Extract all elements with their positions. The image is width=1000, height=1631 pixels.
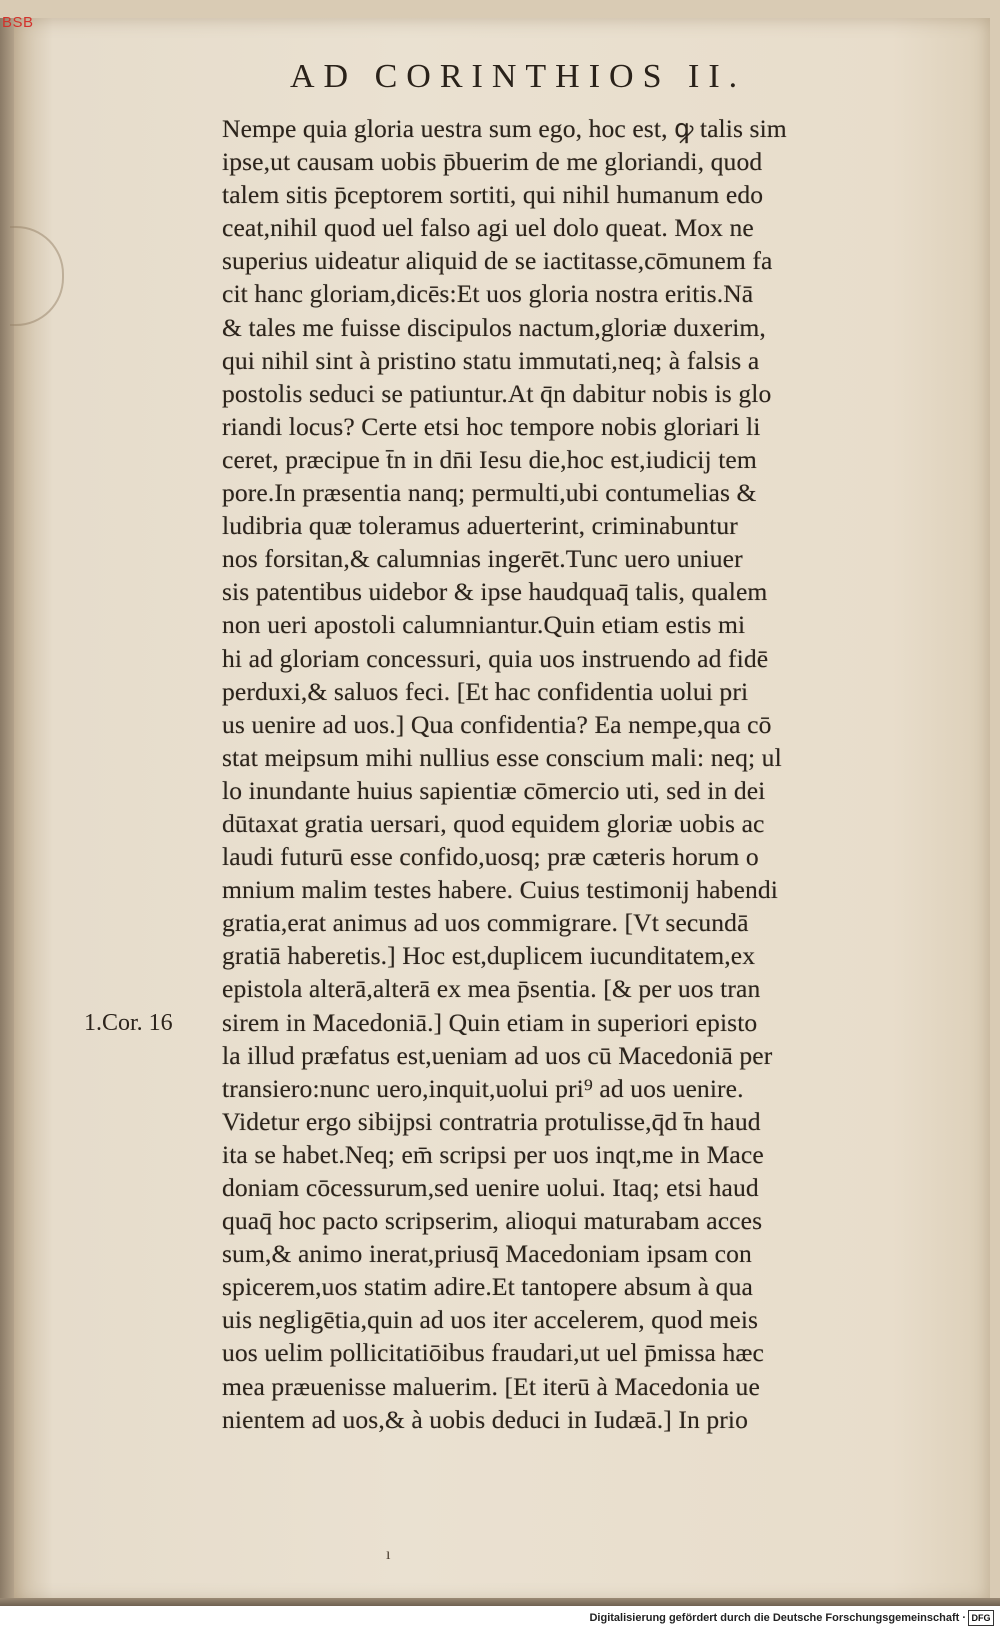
text-line: ludibria quæ toleramus aduerterint, criminabuntur (222, 511, 738, 541)
text-line: pore.In præsentia nanq; permulti,ubi contumelias & (222, 478, 757, 508)
text-line: doniam cōcessurum,sed uenire uolui. Itaq; etsi haud (222, 1173, 759, 1202)
body-text (222, 112, 922, 1436)
text-line: uis negligētia,quin ad uos iter accelerem, quod meis (222, 1305, 759, 1335)
text-line: talem sitis p̄ceptorem sortiti, qui nihil humanum edo (222, 180, 764, 210)
dfg-logo: DFG (968, 1610, 994, 1626)
text-line: cit hanc gloriam,dicēs:Et uos gloria nostra eritis.Nā (222, 279, 754, 309)
margin-note: 1.Cor. 16 (84, 1010, 173, 1036)
text-line: quaq̄ hoc pacto scripserim, alioqui maturabam acces (222, 1206, 763, 1236)
text-line: uos uelim pollicitatiōibus fraudari,ut uel p̄missa hæc (222, 1338, 764, 1368)
page-bottom-edge (0, 1598, 1000, 1606)
text-line: superius uideatur aliquid de se iactitasse,cōmunem fa (222, 246, 773, 276)
footer-credit: Digitalisierung gefördert durch die Deutsche Forschungsgemeinschaft · (589, 1612, 966, 1624)
text-line: spicerem,uos statim adire.Et tantopere absum à qua (222, 1272, 753, 1302)
text-line: gratia,erat animus ad uos commigrare. [Vt secundā (222, 908, 749, 938)
text-line: postolis seduci se patiuntur.At q̄n dabitur nobis is glo (222, 378, 772, 408)
text-line: sis patentibus uidebor & ipse haudquaq̄ talis, qualem (222, 577, 768, 607)
text-line: laudi futurū esse confido,uosq; præ cæteris horum o (222, 842, 759, 872)
text-line: riandi locus? Certe etsi hoc tempore nobis gloriari li (222, 411, 761, 441)
text-line: ceret, præcipue t̄n in dn̄i Iesu die,hoc est,iudicij tem (222, 444, 757, 474)
text-line: nientem ad uos,& à uobis deduci in Iudæā.] In prio (222, 1404, 749, 1434)
text-line: sum,& animo inerat,priusq̄ Macedoniam ipsam con (222, 1239, 752, 1269)
text-line: ceat,nihil quod uel falso agi uel dolo queat. Mox ne (222, 213, 754, 243)
text-line: lo inundante huius sapientiæ cōmercio uti, sed in dei (222, 775, 766, 805)
library-mark: BSB (2, 14, 34, 31)
folio-mark: ı (386, 1546, 391, 1563)
text-line: hi ad gloriam concessuri, quia uos instruendo ad fidē (222, 643, 769, 673)
text-line: ipse,ut causam uobis p̄buerim de me gloriandi, quod (222, 147, 763, 177)
text-line: Nempe quia gloria uestra sum ego, hoc est, ꝙ talis sim (222, 114, 787, 143)
text-line: us uenire ad uos.] Qua confidentia? Ea nempe,qua cō (222, 709, 772, 739)
text-line: Videtur ergo sibijpsi contratria protulisse,q̄d t̄n haud (222, 1106, 761, 1136)
text-line: la illud præfatus est,ueniam ad uos cū Macedoniā per (222, 1040, 773, 1070)
text-line: epistola alterā,alterā ex mea p̄sentia. [& per uos tran (222, 974, 761, 1004)
text-line: mnium malim testes habere. Cuius testimonij habendi (222, 875, 778, 905)
running-head: AD CORINTHIOS II. (290, 58, 747, 95)
text-line: non ueri apostoli calumniantur.Quin etiam estis mi (222, 610, 746, 640)
text-line: perduxi,& saluos feci. [Et hac confidentia uolui pri (222, 676, 749, 706)
text-line: gratiā haberetis.] Hoc est,duplicem iucunditatem,ex (222, 941, 756, 971)
text-line: & tales me fuisse discipulos nactum,gloriæ duxerim, (222, 312, 766, 342)
text-line: dūtaxat gratia uersari, quod equidem gloriæ uobis ac (222, 808, 765, 838)
text-line: qui nihil sint à pristino statu immutati,neq; à falsis a (222, 345, 760, 375)
text-line: ita se habet.Neq; em̄ scripsi per uos inqt,me in Mace (222, 1139, 764, 1169)
text-line: stat meipsum mihi nullius esse conscium mali: neq; ul (222, 742, 782, 772)
text-line: sirem in Macedoniā.] Quin etiam in superiori episto (222, 1007, 758, 1037)
text-line: transiero:nunc uero,inquit,uolui pri⁹ ad uos uenire. (222, 1073, 744, 1103)
text-line: mea præuenisse maluerim. [Et iterū à Macedonia ue (222, 1371, 760, 1401)
text-line: nos forsitan,& calumnias ingerēt.Tunc uero uniuer (222, 544, 743, 574)
